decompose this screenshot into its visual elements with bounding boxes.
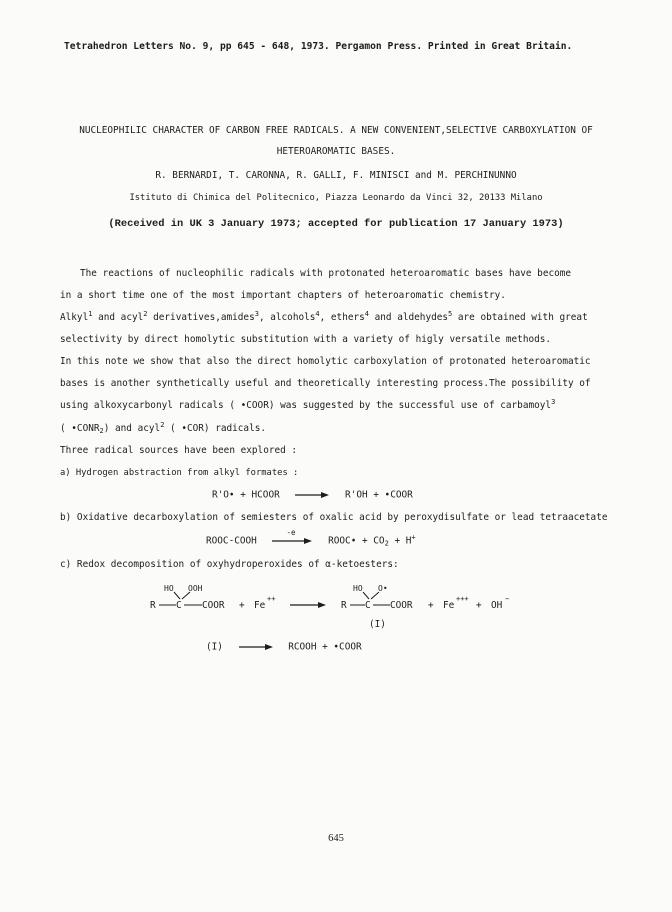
text-run: are obtained with great [452,312,588,323]
source-a-label: a) Hydrogen abstraction from alkyl formates : [60,468,299,478]
text-run: , alcohols [258,312,316,323]
body-line-refs [60,312,588,324]
charge: ++ [267,595,276,603]
body-line: In this note we show that also the direct homolytic carboxylation of protonated heteroaromatic [60,356,591,367]
reaction-arrow-icon [239,641,273,653]
plus-sign: + [239,600,245,611]
text-run: using alkoxycarbonyl radicals ( •COOR) was suggested by the successful use of carbamoyl [60,400,552,411]
ester-group: COOR [202,600,225,611]
text-run: ) and acyl [103,423,161,434]
text-run: ( •CONR [60,423,100,434]
journal-header: Tetrahedron Letters No. 9, pp 645 - 648, 1973. Pergamon Press. Printed in Great Britain. [64,41,573,52]
ester-group: COOR [390,600,413,611]
body-line: The reactions of nucleophilic radicals with protonated heteroaromatic bases have become [80,268,572,279]
hydroperoxy-group: OOH [188,585,203,593]
body-line-refs [60,423,266,435]
equation-c-diagram [150,585,520,635]
reactants: R'O• + HCOOR [212,489,280,501]
superscript: + [411,533,416,542]
hydroxyl-group: HO [353,585,363,593]
reactant: (I) [206,641,223,653]
plus-sign: + [428,600,434,611]
equation-d [206,641,362,654]
reference-mark: 4 [364,310,369,318]
products: ROOC• + CO [328,535,385,547]
carbon-atom: C [176,600,182,611]
oxyl-radical: O• [378,585,388,593]
equation-a [212,489,413,502]
subscript: 2 [384,539,389,548]
products: R'OH + •COOR [345,489,413,501]
products: RCOOH + •COOR [288,641,362,653]
text-run: derivatives,amides [147,312,255,323]
products: + H [388,535,412,547]
text-run: Alkyl [60,312,89,323]
charge: − [505,595,510,603]
equation-b [206,528,416,548]
reference-mark: 3 [551,398,556,406]
text-run: ( •COR) radicals. [164,423,267,434]
reference-mark: 3 [254,310,259,318]
compound-label: (I) [369,619,386,630]
reference-mark: 2 [160,421,165,429]
institution: Istituto di Chimica del Politecnico, Piazza Leonardo da Vinci 32, 20133 Milano [129,193,543,203]
paper-title-line1: NUCLEOPHILIC CHARACTER OF CARBON FREE RADICALS. A NEW CONVENIENT,SELECTIVE CARBOXYLATION OF [79,125,593,136]
text-run: , ethers [319,312,365,323]
body-line: selectivity by direct homolytic substitution with a variety of higly versatile methods. [60,334,552,345]
arrow-head-icon [318,602,326,608]
reference-mark: 5 [448,310,453,318]
received-line: (Received in UK 3 January 1973; accepted for publication 17 January 1973) [108,218,564,230]
charge: +++ [456,595,469,603]
hydroxyl-group: HO [164,585,174,593]
body-line: in a short time one of the most important chapters of heteroaromatic chemistry. [60,290,506,301]
paper-title-line2: HETEROAROMATIC BASES. [276,146,396,157]
authors: R. BERNARDI, T. CARONNA, R. GALLI, F. MINISCI and M. PERCHINUNNO [155,170,517,181]
text-run: and aldehydes [369,312,449,323]
reaction-arrow-icon [295,489,329,501]
carbon-atom: C [365,600,371,611]
subscript: 2 [99,427,104,435]
reaction-arrow-icon [272,528,312,547]
body-line: bases is another synthetically useful and theoretically interesting process.The possibility of [60,378,591,389]
arrow-label: -e [286,528,296,537]
source-c-label: c) Redox decomposition of oxyhydroperoxides of α-ketoesters: [60,559,399,570]
page-number: 645 [328,833,344,844]
reference-mark: 4 [315,310,320,318]
plus-sign: + [476,600,482,611]
r-group: R [150,600,156,611]
body-line: Three radical sources have been explored : [60,445,298,456]
r-group: R [341,600,347,611]
iron-ion: Fe [254,600,266,611]
source-b-label: b) Oxidative decarboxylation of semiesters of oxalic acid by peroxydisulfate or lead tetraacetate [60,512,608,523]
reactant: ROOC-COOH [206,535,257,547]
text-run: and acyl [92,312,144,323]
reference-mark: 1 [88,310,93,318]
hydroxide-ion: OH [491,600,503,611]
iron-ion: Fe [443,600,455,611]
reference-mark: 2 [143,310,148,318]
body-line-refs [60,400,555,412]
